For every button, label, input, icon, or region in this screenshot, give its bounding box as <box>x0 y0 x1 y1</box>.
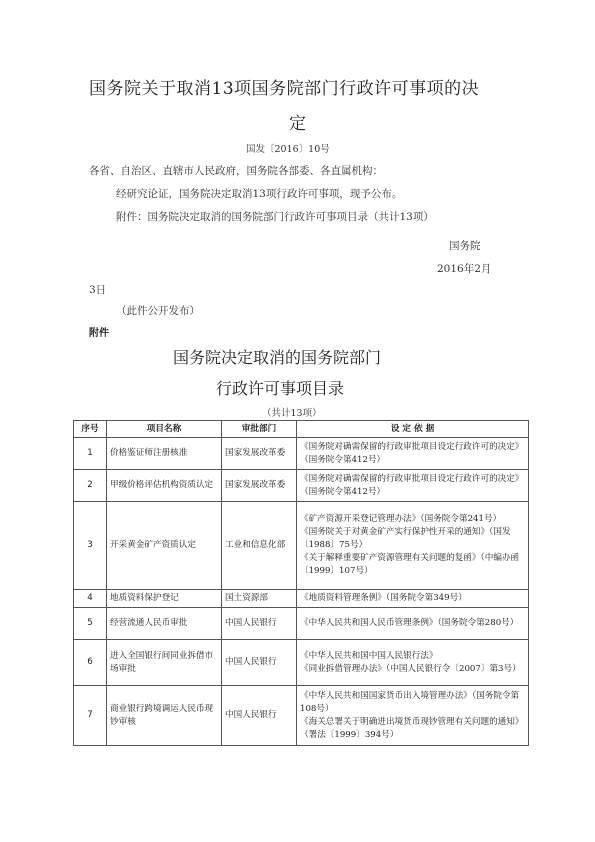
issue-date-part2: 3日 <box>89 284 107 296</box>
legal-basis <box>297 640 529 686</box>
row-number: 1 <box>74 438 107 470</box>
column-header-item: 项目名称 <box>107 421 222 438</box>
item-count-note: （共计13项） <box>262 408 322 419</box>
item-name: 甲级价格评估机构资质认定 <box>107 470 222 502</box>
item-name: 进入全国银行间同业拆借市场审批 <box>107 640 222 686</box>
document-number: 国发〔2016〕10号 <box>246 144 330 155</box>
approval-dept: 国土资源部 <box>222 590 297 608</box>
table-row <box>74 438 529 470</box>
item-name: 开采黄金矿产资质认定 <box>107 502 222 590</box>
approval-dept: 中国人民银行 <box>222 686 297 746</box>
legal-basis <box>297 438 529 470</box>
issue-date-part1: 2016年2月 <box>437 263 492 275</box>
approval-dept: 国家发展改革委 <box>222 470 297 502</box>
table-row <box>74 640 529 686</box>
column-header-no: 序号 <box>74 421 107 438</box>
column-header-dept: 审批部门 <box>222 421 297 438</box>
legal-basis-line: 《中华人民共和国人民币管理条例》（国务院令第280号） <box>300 618 519 628</box>
recipients-line: 各省、自治区、直辖市人民政府，国务院各部委、各直属机构： <box>89 165 383 177</box>
legal-basis-line: 《国务院对确需保留的行政审批项目设定行政许可的决定》（国务院令第412号） <box>300 441 524 465</box>
row-number: 7 <box>74 686 107 746</box>
legal-basis-line: 《同业拆借管理办法》（中国人民银行令〔2007〕第3号） <box>300 663 521 674</box>
row-number: 5 <box>74 608 107 640</box>
table-row <box>74 590 529 608</box>
legal-basis-line: 《海关总署关于明确进出境货币现钞管理有关问题的通知》（署法〔1999〕394号） <box>300 716 524 740</box>
legal-basis <box>297 470 529 502</box>
issuer-name: 国务院 <box>449 240 481 252</box>
legal-basis-line: 《地质资料管理条例》（国务院令第349号） <box>300 593 467 603</box>
table-row <box>74 470 529 502</box>
column-header-basis: 设 定 依 据 <box>297 421 529 438</box>
legal-basis <box>297 686 529 746</box>
publication-note: （此件公开发布） <box>116 305 200 317</box>
legal-basis <box>297 590 529 608</box>
document-title-line2: 定 <box>289 114 307 134</box>
row-number: 4 <box>74 590 107 608</box>
approval-dept: 中国人民银行 <box>222 608 297 640</box>
row-number: 6 <box>74 640 107 686</box>
legal-basis-line: 《关于解释重要矿产资源管理有关问题的复函》（中编办函〔1999〕107号） <box>300 553 520 576</box>
table-header-row <box>74 421 529 438</box>
attachment-heading-line2: 行政许可事项目录 <box>216 379 345 398</box>
row-number: 3 <box>74 502 107 590</box>
legal-basis-line: 《矿产资源开采登记管理办法》（国务院令第241号） <box>300 514 502 524</box>
table-row <box>74 608 529 640</box>
row-number: 2 <box>74 470 107 502</box>
approval-dept: 国家发展改革委 <box>222 438 297 470</box>
attachment-note: 附件：国务院决定取消的国务院部门行政许可事项目录（共计13项） <box>116 211 434 223</box>
legal-basis <box>297 608 529 640</box>
item-name: 地质资料保护登记 <box>107 590 222 608</box>
item-name: 价格鉴证师注册核准 <box>107 438 222 470</box>
approval-dept: 中国人民银行 <box>222 640 297 686</box>
legal-basis-line: 《中华人民共和国中国人民银行法》 <box>300 650 438 661</box>
legal-basis-line: 《国务院对确需保留的行政审批项目设定行政许可的决定》（国务院令第412号） <box>300 473 524 497</box>
catalog-table <box>73 420 529 746</box>
legal-basis <box>297 502 529 590</box>
item-name: 商业银行跨境调运人民币现钞审核 <box>107 686 222 746</box>
document-title-line1: 国务院关于取消13项国务院部门行政许可事项的决 <box>89 79 480 99</box>
body-paragraph: 经研究论证，国务院决定取消13项行政许可事项，现予公布。 <box>116 188 403 200</box>
legal-basis-line: 《国务院关于对黄金矿产实行保护性开采的通知》（国发〔1988〕75号） <box>300 527 511 550</box>
legal-basis-line: 《中华人民共和国国家货币出入境管理办法》（国务院令第108号） <box>300 690 520 714</box>
approval-dept: 工业和信息化部 <box>222 502 297 590</box>
attachment-label: 附件 <box>89 328 109 339</box>
table-row <box>74 502 529 590</box>
attachment-heading-line1: 国务院决定取消的国务院部门 <box>173 348 382 367</box>
item-name: 经营流通人民币审批 <box>107 608 222 640</box>
table-row <box>74 686 529 746</box>
